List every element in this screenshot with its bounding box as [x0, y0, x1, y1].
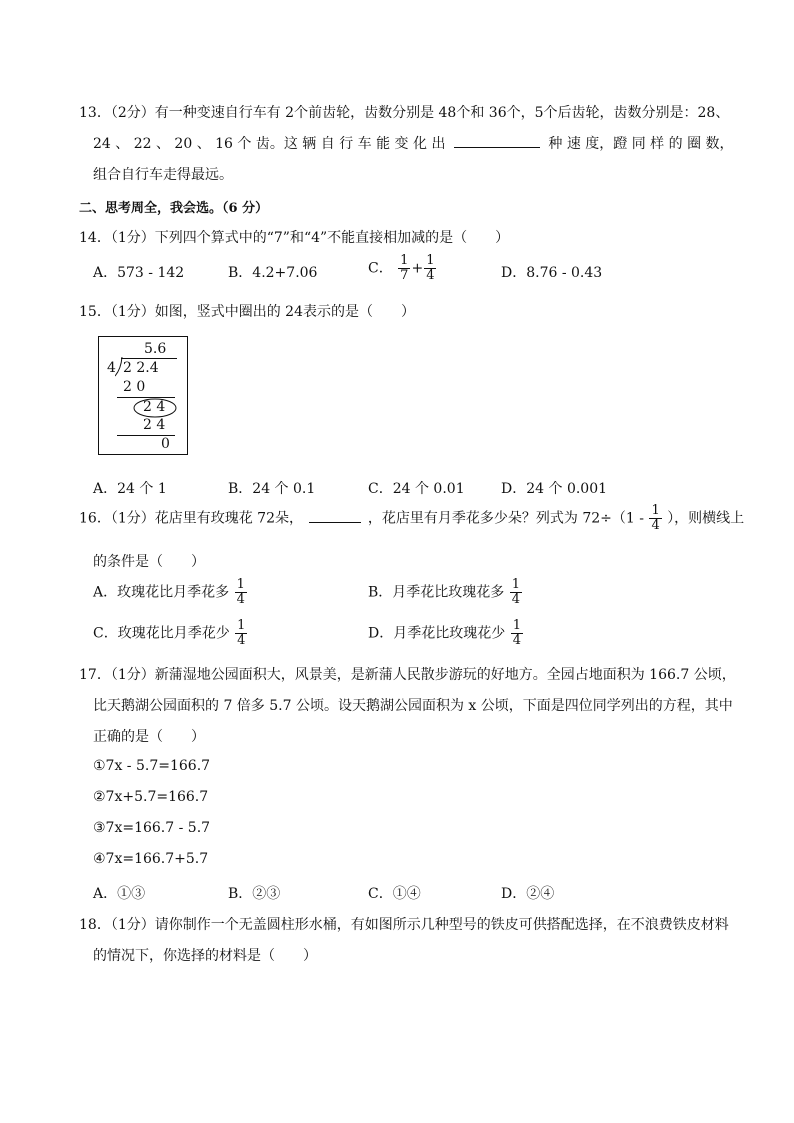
- q15-option-b[interactable]: B．24 个 0.1: [228, 481, 316, 497]
- fraction-denominator: 4: [511, 592, 521, 607]
- fraction-denominator: 4: [426, 268, 435, 283]
- division-quotient: 5.6: [144, 341, 167, 357]
- q17-line1: 17．（1分）新蒲湿地公园面积大，风景美，是新蒲人民散步游玩的好地方。全园占地面积为 166.7 公顷，: [79, 667, 736, 683]
- fraction-numerator: 1: [237, 618, 246, 633]
- q17-option-d[interactable]: D．②④: [501, 886, 555, 902]
- q16-option-d[interactable]: [368, 619, 524, 648]
- fraction-denominator: 7: [400, 268, 409, 283]
- q16-option-d-fraction: [511, 619, 523, 648]
- q16-stem-c: ），则横线上: [667, 510, 745, 527]
- q16-option-c[interactable]: [93, 619, 248, 648]
- q16-option-a-text: A．玫瑰花比月季花多: [93, 584, 230, 601]
- division-step-product: 2 0: [123, 379, 146, 395]
- q13-line3: 组合自行车走得最远。: [93, 167, 233, 183]
- q14-option-c[interactable]: [368, 254, 437, 283]
- q17-equation-3: ③7x=166.7 - 5.7: [93, 820, 211, 836]
- q17-option-a[interactable]: A．①③: [93, 886, 146, 902]
- q15-option-a[interactable]: A．24 个 1: [93, 481, 167, 497]
- q17-line2: 比天鹅湖公园面积的 7 倍多 5.7 公顷。设天鹅湖公园面积为 x 公顷，下面是四位同学列出的方程，其中: [93, 698, 733, 714]
- q14-option-c-prefix: C．: [368, 260, 393, 277]
- q17-option-c[interactable]: C．①④: [368, 886, 421, 902]
- q16-stem-a: 16．（1分）花店里有玫瑰花 72朵，: [79, 510, 303, 527]
- q16-option-d-text: D．月季花比玫瑰花少: [368, 625, 506, 642]
- fraction-denominator: 4: [236, 592, 245, 607]
- q17-line3: 正确的是（ ）: [93, 729, 205, 745]
- division-step-product-2: 2 4: [143, 417, 166, 433]
- division-dividend: 2 2.4: [123, 360, 159, 376]
- q16-condition-blank[interactable]: [309, 508, 361, 523]
- fraction-numerator: 1: [651, 503, 660, 518]
- q16-stem-b: ，花店里有月季花多少朵？列式为 72÷（1 -: [367, 510, 644, 527]
- q17-option-b[interactable]: B．②③: [228, 886, 281, 902]
- division-divisor: 4: [107, 360, 116, 376]
- q13-answer-blank[interactable]: [454, 133, 540, 148]
- q16-option-a-fraction: [235, 578, 247, 607]
- q18-line1: 18．（1分）请你制作一个无盖圆柱形水桶，有如图所示几种型号的铁皮可供搭配选择，在不浪费铁皮材料: [79, 917, 729, 933]
- plus-sign: +: [411, 260, 424, 277]
- fraction-denominator: 4: [512, 633, 521, 648]
- q16-option-a[interactable]: [93, 578, 248, 607]
- fraction-numerator: 1: [426, 253, 435, 268]
- q14-stem: 14．（1分）下列四个算式中的“7”和“4”不能直接相加减的是（ ）: [79, 230, 510, 246]
- fraction-numerator: 1: [400, 253, 409, 268]
- q16-option-c-fraction: [235, 619, 247, 648]
- q13-line2-text-b: 种 速 度，蹬 同 样 的 圈 数，: [548, 136, 734, 152]
- fraction-numerator: 1: [236, 577, 245, 592]
- fraction-denominator: 4: [237, 633, 246, 648]
- q15-option-c[interactable]: C．24 个 0.01: [368, 481, 465, 497]
- long-division-figure: [98, 336, 188, 455]
- q14-option-d[interactable]: D．8.76 - 0.43: [501, 265, 603, 281]
- q17-equation-4: ④7x=166.7+5.7: [93, 851, 209, 867]
- q15-stem: 15．（1分）如图，竖式中圈出的 24表示的是（ ）: [79, 304, 415, 320]
- fraction-numerator: 1: [512, 618, 521, 633]
- q16-option-b[interactable]: [368, 578, 523, 607]
- q16-line1: [79, 504, 744, 533]
- q14-fraction-1: [398, 254, 410, 283]
- division-bracket-line: [121, 358, 177, 359]
- fraction-denominator: 4: [651, 518, 660, 533]
- q16-option-c-text: C．玫瑰花比月季花少: [93, 625, 230, 642]
- q18-line2: 的情况下，你选择的材料是（ ）: [93, 948, 317, 964]
- division-circled-remainder: 2 4: [143, 399, 166, 415]
- fraction-numerator: 1: [511, 577, 521, 592]
- division-final-remainder: 0: [161, 436, 170, 452]
- q17-equation-1: ①7x - 5.7=166.7: [93, 758, 211, 774]
- q16-option-b-fraction: [510, 578, 522, 607]
- q15-option-d[interactable]: D．24 个 0.001: [501, 481, 608, 497]
- q16-stem-fraction: [649, 504, 661, 533]
- q14-option-a[interactable]: A．573 - 142: [93, 265, 185, 281]
- q14-option-b[interactable]: B．4.2+7.06: [228, 265, 318, 281]
- q13-line1: 13．（2分）有一种变速自行车有 2个前齿轮，齿数分别是 48个和 36个，5个后齿轮，齿数分别是：28、: [79, 105, 730, 121]
- division-bracket-icon: [115, 357, 123, 377]
- q13-line2: [93, 133, 734, 153]
- section-title: 二、思考周全，我会选。（6 分）: [79, 201, 269, 216]
- q16-line2: 的条件是（ ）: [93, 554, 205, 570]
- q16-option-b-text: B．月季花比玫瑰花多: [368, 584, 505, 601]
- q14-fraction-2: [424, 254, 436, 283]
- q13-line2-text-a: 24 、 22 、 20 、 16 个 齿。这 辆 自 行 车 能 变 化 出: [93, 136, 446, 152]
- q17-equation-2: ②7x+5.7=166.7: [93, 789, 209, 805]
